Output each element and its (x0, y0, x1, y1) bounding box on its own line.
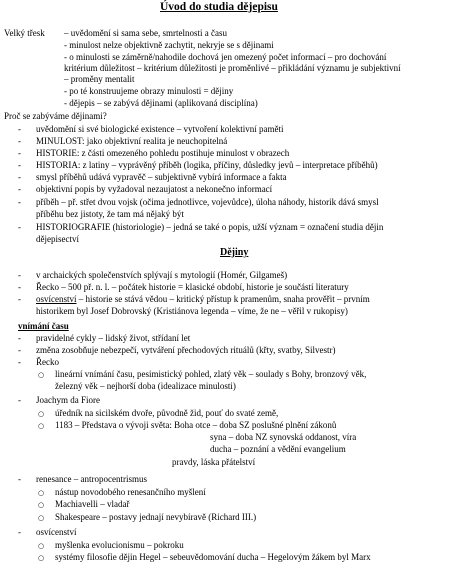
list-item-continued: historikem byl Josef Dobrovský (Kristiánova legenda – víme, že ne – věřil v rukopisy) (36, 306, 348, 316)
sub-list-item-continued: ducha – poznání a vědění evangelium (210, 444, 346, 454)
sub-list-item: myšlenka evolucionismu – pokroku (55, 540, 184, 550)
velky-tresk-line: kritérium důležitost – kritérium důležitosti je proměnlivé – přikládání významu je subjektivní (64, 63, 401, 73)
list-item: HISTORIE: z části omezeného pohledu postihuje minulost v obrazech (36, 148, 290, 158)
list-item: Joachym da Fiore (36, 395, 100, 405)
sub-list-item: úředník na sicilském dvoře, původně žid, pouť do svaté země, (55, 408, 279, 418)
velky-tresk-line: - o minulosti se záměrně/nahodile dochová jen omezený počet informací – pro dochování (64, 52, 387, 62)
sub-list-item-continued: syna – doba NZ synovská oddanost, víra (210, 432, 357, 442)
velky-tresk-line: – proměny mentalit (64, 74, 135, 84)
underlined-term: osvícenství (36, 294, 77, 304)
velky-tresk-line: – uvědomění si sama sebe, smrtelnosti a času (64, 28, 227, 38)
sub-list-item: 1183 – Představa o vývoji světa: Boha otce – doba SZ poslušné plnění zákonů (55, 420, 337, 430)
dash-bullet: - (18, 270, 21, 280)
dash-bullet: - (18, 474, 21, 484)
sub-list-item: nástup novodobého renesančního myšlení (55, 487, 206, 497)
list-item: renesance – antropocentrismus (36, 474, 147, 484)
list-item-continued: příběhu bez jistoty, že tam má nějaký být (36, 209, 184, 219)
circle-bullet-icon: ○ (38, 554, 45, 562)
dash-bullet: - (18, 124, 21, 134)
proc-question: Proč se zabýváme dějinami? (4, 111, 107, 121)
page-title: Úvod do studia dějepisu (160, 1, 278, 13)
dash-bullet: - (18, 294, 21, 304)
list-item: smysl příběhů udává vypravěč – subjektivně vybírá informace a fakta (36, 172, 287, 182)
velky-tresk-line: - dějepis – se zabývá dějinami (aplikovaná disciplína) (64, 98, 258, 108)
dash-bullet: - (18, 160, 21, 170)
sub-list-item: Shakespeare – postavy jednají nevybíravě (Richard III.) (55, 512, 257, 522)
circle-bullet-icon: ○ (38, 371, 45, 379)
circle-bullet-icon: ○ (38, 489, 45, 497)
sub-list-item: Machiavelli – vladař (55, 499, 130, 509)
circle-bullet-icon: ○ (38, 542, 45, 550)
sub-list-item: systémy filosofie dějin Hegel – sebeuvědomování ducha – Hegelovým žákem byl Marx (55, 552, 371, 562)
dash-bullet: - (18, 136, 21, 146)
list-item: uvědomění si své biologické existence – vytvoření kolektivní paměti (36, 124, 284, 134)
velky-tresk-line: - minulost nelze objektivně zachytit, nekryje se s dějinami (64, 40, 274, 50)
list-item: HISTORIA: z latiny – vyprávěný příběh (logika, příčiny, důsledky jevů – interpretace příběhů) (36, 160, 378, 170)
dash-bullet: - (18, 197, 21, 207)
section-heading-dejiny: Dějiny (220, 247, 249, 258)
velky-tresk-line: - po té konstruujeme obrazy minulosti = dějiny (64, 86, 234, 96)
sub-list-item-continued: pravdy, láska přátelství (172, 457, 256, 467)
list-item: HISTORIOGRAFIE (historiologie) – jedná se také o popis, užší význam = označení studia dějin (36, 222, 384, 232)
list-item: v archaických společenstvích splývají s mytologií (Homér, Gilgameš) (36, 270, 288, 280)
dash-bullet: - (18, 222, 21, 232)
list-item-continued: dějepisectví (36, 234, 79, 244)
dash-bullet: - (18, 357, 21, 367)
sub-list-item: lineární vnímání času, pesimistický pohled, zlatý věk – soulady s Bohy, bronzový věk, (55, 369, 367, 379)
list-item: změna zosobňuje nebezpečí, vytváření přechodových rituálů (křty, svatby, Silvestr) (36, 345, 336, 355)
circle-bullet-icon: ○ (38, 410, 45, 418)
list-item: Řecko – 500 př. n. l. – počátek historie = klasické období, historie je součástí literatury (36, 282, 349, 292)
list-item: pravidelné cykly – lidský život, střídaní let (36, 333, 191, 343)
circle-bullet-icon: ○ (38, 514, 45, 522)
dash-bullet: - (18, 333, 21, 343)
circle-bullet-icon: ○ (38, 422, 45, 430)
dash-bullet: - (18, 148, 21, 158)
list-item: osvícenství – historie se stává vědou – kritický přístup k pramenům, snaha prověřit – prvním (36, 294, 370, 304)
section-heading-vnimani: vnímání času (18, 321, 69, 331)
list-item: Řecko (36, 357, 59, 367)
dash-bullet: - (18, 172, 21, 182)
dash-bullet: - (18, 395, 21, 405)
list-item: objektivní popis by vyžadoval nezaujatost a nekonečno informací (36, 184, 273, 194)
dash-bullet: - (18, 527, 21, 537)
list-item: osvícenství (36, 527, 77, 537)
dash-bullet: - (18, 345, 21, 355)
circle-bullet-icon: ○ (38, 501, 45, 509)
velky-tresk-label: Velký třesk (4, 28, 45, 38)
dash-bullet: - (18, 184, 21, 194)
list-item: MINULOST: jako objektivní realita je neuchopitelná (36, 136, 228, 146)
dash-bullet: - (18, 282, 21, 292)
sub-list-item-continued: železný věk – nejhorší doba (idealizace minulosti) (55, 381, 236, 391)
list-item: příběh – př. střet dvou vojsk (očima jednotlivce, vojevůdce), úloha náhody, historik dává smysl (36, 197, 379, 207)
